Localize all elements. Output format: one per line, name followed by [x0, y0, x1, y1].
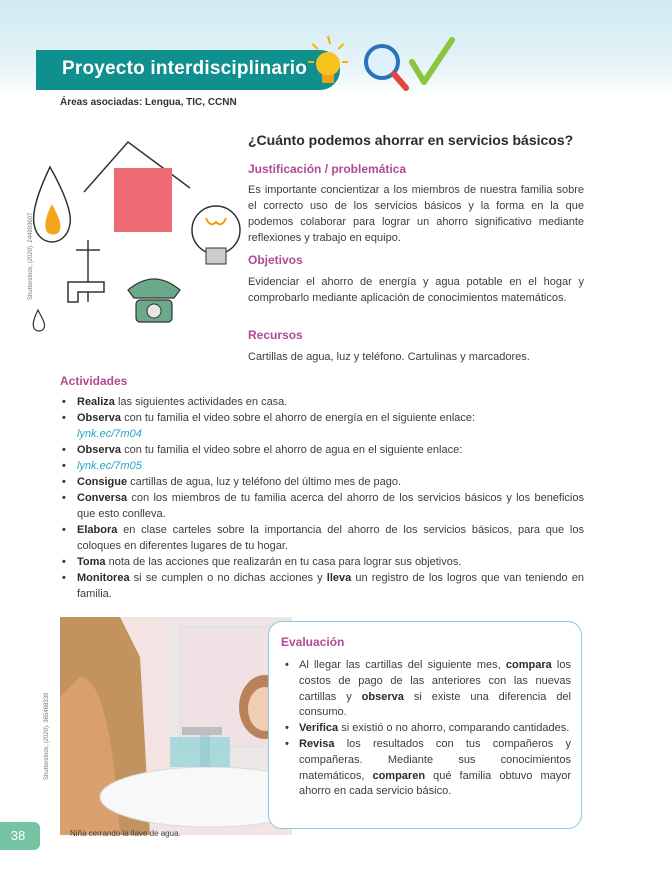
list-item: • Monitorea si se cumplen o no dichas acciones y lleva un registro de los logros que van teniendo en familia.: [62, 572, 584, 600]
list-item: • Revisa los resultados con tus compañeros y compañeras. Mediante sus conocimientos matemáticos, comparen qué familia obtuvo mayor ahorro en cada servicio básico.: [285, 737, 571, 798]
action-verb: Conversa: [77, 492, 128, 504]
item-text: cartillas de agua, luz y teléfono del último mes de pago.: [127, 476, 402, 488]
list-item: • Toma nota de las acciones que realizarán en tu casa para lograr sus objetivos.: [62, 556, 462, 568]
list-item: • Observa con tu familia el video sobre el ahorro de agua en el siguiente enlace:: [62, 444, 463, 456]
photo-credit: Shutterstock, (2020). 365468339: [44, 692, 50, 780]
evaluacion-list: [281, 658, 571, 800]
item-text: en clase carteles sobre la importancia del ahorro de los servicios básicos, para que los coloques en diferentes lugares de tu hogar.: [77, 524, 584, 552]
girl-faucet-photo: [60, 617, 292, 835]
item-text: un registro de los logros que van teniendo en familia.: [77, 572, 584, 600]
telephone-icon: [128, 279, 180, 322]
item-text: con tu familia el video sobre el ahorro de energía en el siguiente enlace:: [121, 412, 476, 424]
action-verb: Monitorea: [77, 572, 130, 584]
list-item: • Consigue cartillas de agua, luz y teléfono del último mes de pago.: [62, 476, 402, 488]
action-verb: Consigue: [77, 476, 128, 488]
water-video-link[interactable]: lynk.ec/7m05: [77, 460, 142, 472]
illustration-credit: Shutterstock, (2020). 244993607: [28, 212, 34, 300]
actividades-heading: Actividades: [60, 374, 128, 388]
recursos-heading: Recursos: [248, 328, 303, 342]
item-text: si se cumplen o no dichas acciones y: [129, 572, 327, 584]
action-verb: Realiza: [77, 396, 115, 408]
action-verb: Toma: [77, 556, 106, 568]
objetivos-heading: Objetivos: [248, 253, 303, 267]
list-item: • Elabora en clase carteles sobre la importancia del ahorro de los servicios básicos, para que los coloques en diferentes lugares de tu hogar.: [62, 524, 584, 552]
list-item: • Verifica si existió o no ahorro, comparando cantidades.: [285, 722, 570, 735]
page-title: Proyecto interdisciplinario: [62, 58, 308, 79]
energy-video-link[interactable]: lynk.ec/7m04: [77, 428, 142, 440]
actividades-list: [60, 394, 584, 602]
evaluacion-heading: Evaluación: [281, 635, 345, 649]
recursos-text: Cartillas de agua, luz y teléfono. Cartulinas y marcadores.: [248, 351, 530, 363]
photo-caption: Niña cerrando la llave de agua.: [70, 829, 181, 838]
justificacion-heading: Justificación / problemática: [248, 162, 407, 176]
faucet-icon: [68, 240, 104, 302]
house-icon: [84, 142, 190, 232]
list-item: • Al llegar las cartillas del siguiente mes, compara los costos de pago de las anteriores con las nuevas cartillas y observa si existe una diferencia del consumo.: [285, 659, 571, 719]
header-icons: [300, 30, 470, 102]
associated-areas: Áreas asociadas: Lengua, TIC, CCNN: [60, 97, 237, 108]
item-text: las siguientes actividades en casa.: [114, 396, 288, 408]
objetivos-text: Evidenciar el ahorro de energía y agua potable en el hogar y comprobarlo mediante aplicación de conocimientos matemáticos.: [248, 276, 584, 304]
action-verb: Observa: [77, 444, 122, 456]
item-text: nota de las acciones que realizarán en tu casa para lograr sus objetivos.: [105, 556, 462, 568]
item-text: con los miembros de tu familia acerca del ahorro de los servicios básicos y los beneficios que esto conlleva.: [77, 492, 584, 520]
checkmark-icon: [412, 40, 452, 82]
action-verb: Observa: [77, 412, 122, 424]
action-verb: Elabora: [77, 524, 118, 536]
list-item: • lynk.ec/7m05: [62, 460, 142, 472]
list-item: • Conversa con los miembros de tu familia acerca del ahorro de los servicios básicos y los beneficios que esto conlleva.: [62, 492, 584, 520]
list-item: • Realiza las siguientes actividades en casa.: [62, 396, 288, 408]
water-drop-icon: [33, 310, 44, 331]
magnifier-icon: [366, 46, 406, 88]
flame-icon: [34, 167, 71, 242]
item-text: con tu familia el video sobre el ahorro de agua en el siguiente enlace:: [121, 444, 463, 456]
services-illustration: [28, 132, 243, 342]
action-verb: lleva: [326, 572, 352, 584]
justificacion-text: Es importante concientizar a los miembros de nuestra familia sobre el correcto uso de los servicios básicos y la forma en la que podemos colaborar para lograr un ahorro significativo mediante reflexiones y trabajo en equipo.: [248, 184, 584, 244]
list-item: • Observa con tu familia el video sobre el ahorro de energía en el siguiente enlace: lynk.ec/7m04: [62, 412, 476, 440]
page-number: 38: [10, 828, 26, 843]
lightbulb-icon: [192, 206, 240, 264]
project-question: ¿Cuánto podemos ahorrar en servicios básicos?: [248, 132, 574, 148]
lightbulb-icon: [308, 36, 348, 83]
